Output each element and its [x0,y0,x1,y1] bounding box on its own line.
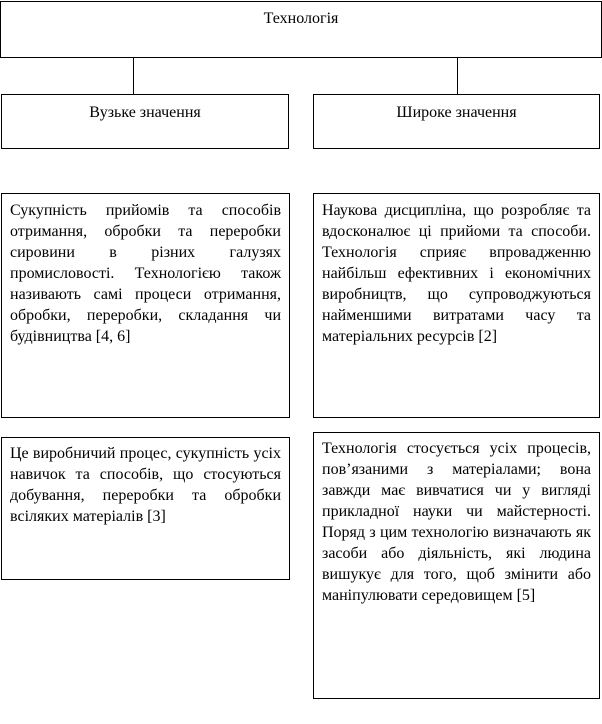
title-label: Технологія [263,10,339,27]
connector-right [457,58,458,94]
broad-definition-2-text: Технологія стосується усіх процесів, пов’язаними з матеріалами; вона завжди має вивчатися чи у вигляді прикладної науки чи майстерності. Поряд з цим технологію визначають як засоби або діяльність, які людина вишукує для того, щоб змінити або маніпулювати середовищем [5] [322,440,591,604]
broad-meaning-box [313,94,600,149]
title-box [0,1,602,58]
narrow-definition-2 [1,437,290,580]
narrow-definition-1-text: Сукупність прийомів та способів отримання, обробки та переробки сировини в різних галузях промисловості. Технологією також називають самі процеси отримання, обробки, переробки, складання чи будівництва [4, 6] [10,202,281,345]
narrow-definition-1 [1,193,290,418]
broad-definition-1 [313,193,600,418]
connector-left [133,58,134,94]
narrow-definition-2-text: Це виробничий процес, сукупність усіх навичок та способів, що стосуються добування, переробки та обробки всіляких матеріалів [3] [10,445,281,525]
narrow-meaning-label: Вузьке значення [89,104,201,121]
broad-meaning-label: Широке значення [396,104,517,121]
broad-definition-2 [313,432,600,699]
narrow-meaning-box [1,94,289,149]
broad-definition-1-text: Наукова дисципліна, що розробляє та вдосконалює ці прийоми та способи. Технологія сприяє впровадженню найбільш ефективних і економічних виробництв, що супроводжуються найменшими витратами часу та матеріальних ресурсів [2] [322,202,591,345]
